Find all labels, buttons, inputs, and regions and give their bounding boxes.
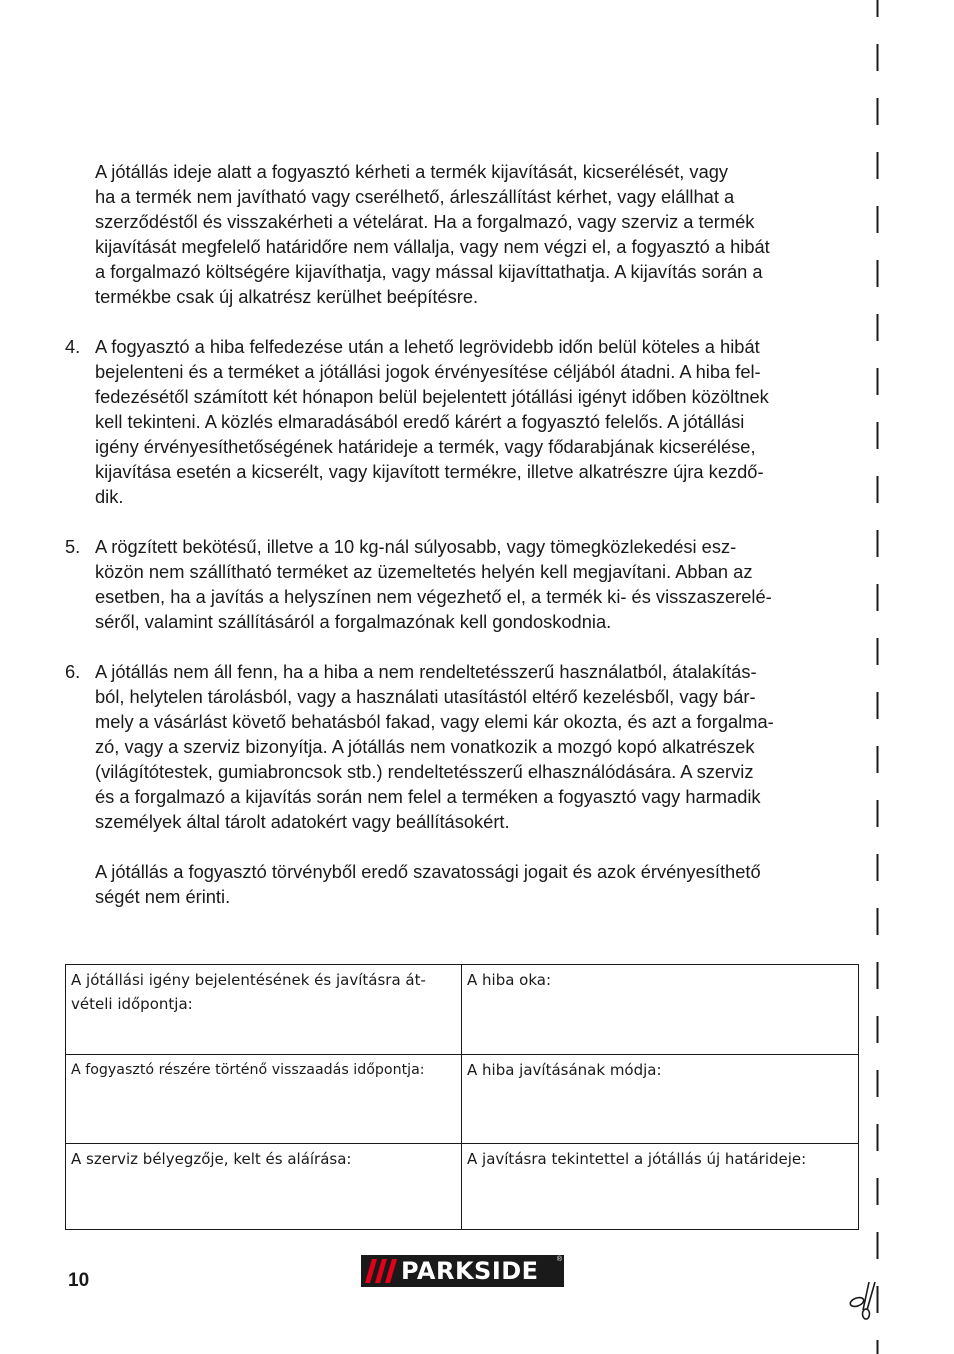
text-line: bejelenteni és a terméket a jótállási jogok érvényesítése céljából átadni. A hiba fel- [95, 361, 761, 382]
field-label: A hiba javításának módja: [467, 1061, 662, 1079]
new-warranty-deadline-field[interactable] [462, 1144, 859, 1230]
text-line: mely a vásárlást követő behatásból fakad, vagy elemi kár okozta, és azt a forgalma- [95, 711, 774, 732]
text-line: fedezésétől számított két hónapon belül bejelentett jótállási igényt időben közöltnek [95, 386, 769, 407]
registered-mark: ® [556, 1256, 562, 1263]
item-number-6: 6. [65, 661, 81, 682]
paragraph-closing [95, 859, 855, 909]
form-row [66, 1055, 859, 1144]
text-line: a forgalmazó költségére kijavíthatja, vagy mással kijavíttathatja. A kijavítás során a [95, 261, 763, 282]
text-line: ha a termék nem javítható vagy cserélhető, árleszállítást kérhet, vagy elállhat a [95, 186, 735, 207]
text-line: kijavítását megfelelő határidőre nem vállalja, vagy nem végzi el, a fogyasztó a hibát [95, 236, 770, 257]
scissors-icon [847, 1280, 883, 1320]
form-row [66, 1144, 859, 1230]
text-line: séről, valamint szállításáról a forgalmazónak kell gondoskodnia. [95, 611, 612, 632]
paragraph-item-6 [95, 659, 855, 834]
paragraph-item-4 [95, 334, 855, 509]
service-stamp-field[interactable] [66, 1144, 462, 1230]
text-line: A fogyasztó a hiba felfedezése után a lehető legrövidebb időn belül köteles a hibát [95, 336, 760, 357]
paragraph-item-5 [95, 534, 855, 634]
text-line: esetben, ha a javítás a helyszínen nem végezhető el, a termék ki- és visszaszerelé- [95, 586, 772, 607]
text-line: A jótállás a fogyasztó törvényből eredő szavatossági jogait és azok érvényesíthető [95, 861, 761, 882]
fault-cause-field[interactable] [462, 965, 859, 1055]
text-line: A jótállás nem áll fenn, ha a hiba a nem rendeltetésszerű használatból, átalakítás- [95, 661, 757, 682]
text-line: szerződéstől és visszakérheti a vételárat. Ha a forgalmazó, vagy szerviz a termék [95, 211, 755, 232]
text-line: ségét nem érinti. [95, 886, 231, 907]
brand-name: PARKSIDE [401, 1257, 539, 1285]
paragraph-intro [95, 159, 855, 309]
text-line: A jótállás ideje alatt a fogyasztó kérheti a termék kijavítását, kicserélését, vagy [95, 161, 729, 182]
text-line: igény érvényesíthetőségének határideje a termék, vagy fődarabjának kicserélése, [95, 436, 756, 457]
text-line: és a forgalmazó a kijavítás során nem felel a terméken a fogyasztó vagy harmadik [95, 786, 761, 807]
text-line: kell tekinteni. A közlés elmaradásából eredő kárért a fogyasztó felelős. A jótállási [95, 411, 745, 432]
field-label: A javításra tekintettel a jótállás új határideje: [467, 1150, 807, 1168]
claim-date-field[interactable] [66, 965, 462, 1055]
field-label: A fogyasztó részére történő visszaadás időpontja: [71, 1062, 425, 1078]
field-label: A jótállási igény bejelentésének és javításra át- [71, 971, 426, 989]
text-line: kijavítása esetén a kicserélt, vagy kijavított termékre, illetve alkatrészre újra kezdő- [95, 461, 764, 482]
repair-method-field[interactable] [462, 1055, 859, 1144]
text-line: személyek által tárolt adatokért vagy beállításokért. [95, 811, 510, 832]
text-line: közön nem szállítható terméket az üzemeltetés helyén kell megjavítani. Abban az [95, 561, 753, 582]
item-number-5: 5. [65, 536, 81, 557]
warranty-service-form [65, 964, 859, 1230]
text-line: dik. [95, 486, 124, 507]
return-date-field[interactable] [66, 1055, 462, 1144]
field-label: A hiba oka: [467, 971, 552, 989]
text-line: (világítótestek, gumiabroncsok stb.) rendeltetésszerű elhasználódására. A szerviz [95, 761, 754, 782]
cut-line-icon [876, 0, 879, 1354]
item-number-4: 4. [65, 336, 81, 357]
brand-logo [361, 1255, 564, 1287]
field-label: vételi időpontja: [71, 995, 193, 1013]
logo-stripes-icon [361, 1255, 401, 1287]
form-row [66, 965, 859, 1055]
text-line: termékbe csak új alkatrész kerülhet beépítésre. [95, 286, 479, 307]
text-line: ból, helytelen tárolásból, vagy a használati utasítástól eltérő kezelésből, vagy bár- [95, 686, 756, 707]
page-number: 10 [68, 1270, 90, 1291]
text-line: zó, vagy a szerviz bizonyítja. A jótállás nem vonatkozik a mozgó kopó alkatrészek [95, 736, 755, 757]
field-label: A szerviz bélyegzője, kelt és aláírása: [71, 1150, 352, 1168]
text-line: A rögzített bekötésű, illetve a 10 kg-nál súlyosabb, vagy tömegközlekedési esz- [95, 536, 737, 557]
